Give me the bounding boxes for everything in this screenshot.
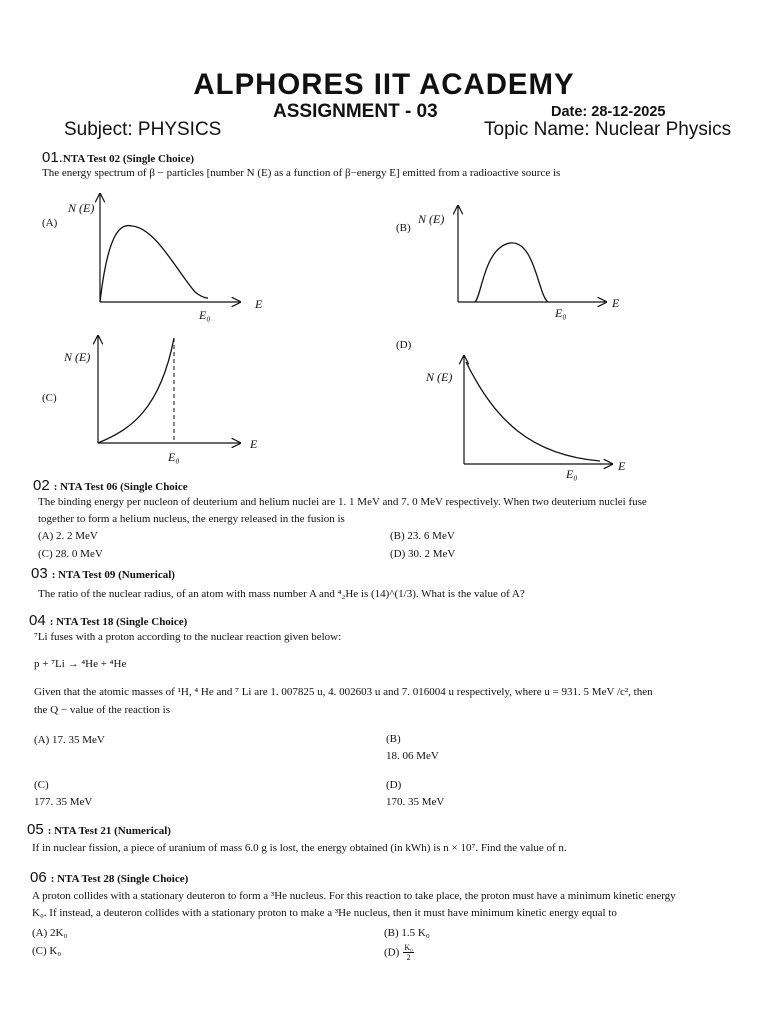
question-number: 06 [30,869,47,886]
question-source: : NTA Test 18 (Single Choice) [49,616,188,628]
question-1-header [42,149,194,167]
question-2-line-1: The binding energy per nucleon of deuterium and helium nuclei are 1. 1 MeV and 7. 0 MeV respectively. When two deuterium nuclei fuse [38,496,647,508]
graph-b-y-label: N (E) [418,212,445,226]
graph-c-e0-label: E₀ [168,450,180,464]
topic-label: Topic Name: Nuclear Physics [484,119,732,140]
question-6-header [30,869,188,887]
option-a-label: (A) [42,217,58,229]
question-source: : NTA Test 28 (Single Choice) [50,873,189,885]
subject-label: Subject: PHYSICS [64,119,222,140]
question-4-option-c-value: 177. 35 MeV [34,796,93,808]
assignment-title: ASSIGNMENT - 03 [273,101,438,122]
institute-title: ALPHORES IIT ACADEMY [193,68,575,101]
question-number: 05 [27,821,44,838]
question-6-line-1: A proton collides with a stationary deuteron to form a ³He nucleus. For this reaction to take place, the proton must have a minimum kinetic energy [32,890,676,902]
question-6-line-2: K₀. If instead, a deuteron collides with a stationary proton to make a ³He nucleus, then it must have minimum kinetic energy equal to [32,907,617,919]
option-d-label: (D) [396,339,412,351]
question-source: NTA Test 02 (Single Choice) [62,153,195,165]
graph-c-x-label: E [250,437,258,451]
graph-b-x-label: E [612,296,620,310]
graph-d-x-label: E [618,459,626,473]
graph-option-b [420,200,640,320]
option-c-label: (C) [42,392,57,404]
graph-d-e0-label: E₀ [566,467,578,481]
question-4-line-1: ⁷Li fuses with a proton according to the nuclear reaction given below: [34,631,342,643]
question-4-option-c-label: (C) [34,779,49,791]
question-5-text: If in nuclear fission, a piece of uranium of mass 6.0 g is lost, the energy obtained (in kWh) is n × 10⁷. Find the value of n. [32,842,567,854]
question-4-option-b-value: 18. 06 MeV [386,750,439,762]
question-source: : NTA Test 21 (Numerical) [47,825,171,837]
question-2-option-d: (D) 30. 2 MeV [390,548,456,560]
question-3-text: The ratio of the nuclear radius, of an atom with mass number A and ⁴₂He is (14)^(1/3). What is the value of A? [38,588,525,600]
question-4-reaction: p + ⁷Li → ⁴He + ⁴He [34,658,127,670]
graph-option-d [440,350,630,475]
question-2-option-a: (A) 2. 2 MeV [38,530,98,542]
graph-a-e0-label: E₀ [199,308,211,322]
question-4-option-d-label: (D) [386,779,402,791]
option-d-label: (D) [384,946,400,959]
question-3-header [31,565,175,583]
assignment-date: Date: 28-12-2025 [551,104,666,120]
question-2-option-b: (B) 23. 6 MeV [390,530,455,542]
question-2-line-2: together to form a helium nucleus, the energy released in the fusion is [38,513,345,525]
question-source: : NTA Test 09 (Numerical) [51,569,175,581]
question-4-option-d-value: 170. 35 MeV [386,796,445,808]
question-4-header [29,612,187,630]
question-2-option-c: (C) 28. 0 MeV [38,548,103,560]
graph-d-y-label: N (E) [426,370,453,384]
graph-a-x-label: E [255,297,263,311]
fraction-denominator: 2 [406,953,411,962]
fraction [403,943,414,962]
question-2-header [33,477,188,495]
question-5-header [27,821,171,839]
question-6-option-d [384,943,414,962]
question-6-option-b: (B) 1.5 K₀ [384,927,430,939]
question-4-option-b-label: (B) [386,733,401,745]
graph-c-y-label: N (E) [64,350,91,364]
graph-b-e0-label: E₀ [555,306,567,320]
question-4-line-3: the Q − value of the reaction is [34,704,171,716]
question-6-option-c: (C) K₀ [32,945,62,957]
question-source: : NTA Test 06 (Single Choice [53,481,188,493]
question-number: 02 [33,477,50,494]
question-4-line-2: Given that the atomic masses of ¹H, ⁴ He and ⁷ Li are 1. 007825 u, 4. 002603 u and 7. 016004 u respectively, where u = 931. 5 MeV /c², then [34,686,653,698]
graph-option-c [60,330,270,455]
question-number: 01. [42,149,63,166]
graph-a-y-label: N (E) [68,201,95,215]
question-4-option-a: (A) 17. 35 MeV [34,734,105,746]
question-number: 03 [31,565,48,582]
question-1-text: The energy spectrum of β − particles [number N (E) as a function of β−energy E] emitted from a radioactive source is [42,167,561,179]
question-number: 04 [29,612,46,629]
fraction-numerator: K₀ [404,943,413,952]
option-b-label: (B) [396,222,411,234]
question-6-option-a: (A) 2K₀ [32,927,68,939]
